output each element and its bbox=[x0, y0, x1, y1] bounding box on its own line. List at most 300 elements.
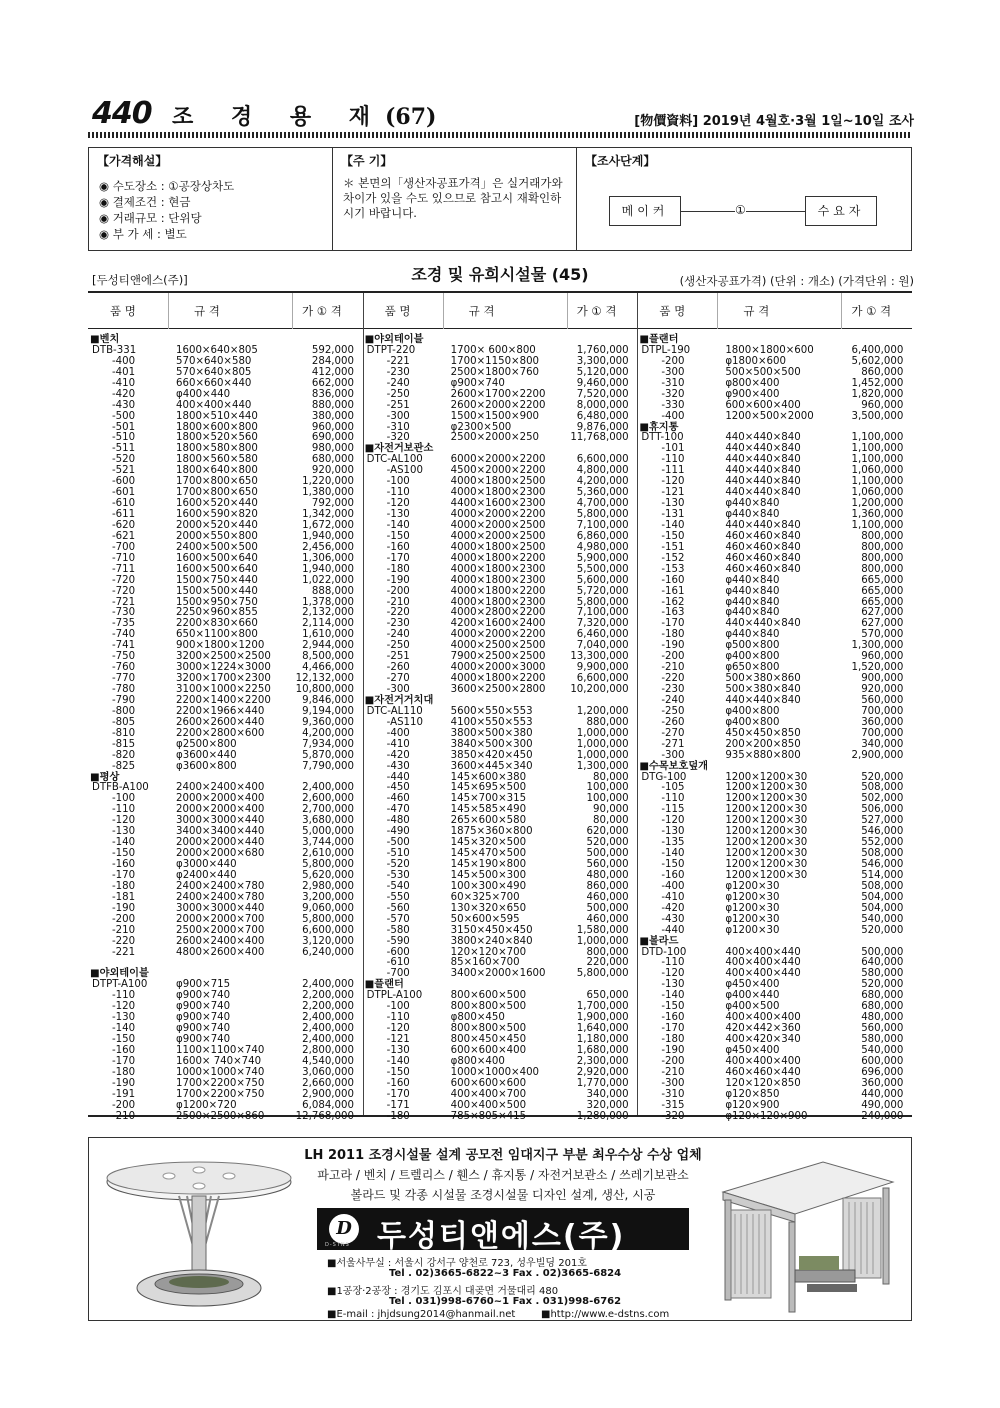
table-row bbox=[637, 1112, 912, 1123]
model-name: -170 bbox=[661, 1023, 685, 1035]
price: 2,400,000 bbox=[302, 782, 354, 794]
price: 10,200,000 bbox=[570, 684, 629, 695]
price: 504,000 bbox=[861, 902, 904, 914]
price: 500,000 bbox=[586, 902, 629, 914]
model-name: -200 bbox=[661, 1055, 685, 1067]
company-name: 두성티앤에스(주) bbox=[377, 1219, 626, 1254]
model-name: -110 bbox=[661, 454, 685, 466]
spec: 200×200×850 bbox=[725, 738, 801, 750]
model-name: -153 bbox=[661, 563, 685, 575]
model-name: -251 bbox=[386, 399, 410, 411]
price: 6,600,000 bbox=[576, 673, 629, 685]
price: 680,000 bbox=[861, 1001, 904, 1013]
spec: φ650×800 bbox=[725, 662, 780, 674]
table-row bbox=[363, 587, 638, 598]
model-name: -160 bbox=[386, 541, 410, 553]
model-name: -170 bbox=[386, 552, 410, 564]
price: 2,200,000 bbox=[302, 990, 354, 1002]
table-row bbox=[363, 576, 638, 587]
model-name: -420 bbox=[112, 388, 136, 400]
price: 1,672,000 bbox=[302, 519, 354, 531]
model-name: -180 bbox=[112, 1066, 136, 1078]
model-name: -520 bbox=[112, 454, 136, 466]
model-name: -160 bbox=[112, 1044, 136, 1056]
model-name: -110 bbox=[112, 990, 136, 1002]
model-name: -AS100 bbox=[386, 465, 423, 477]
price: 480,000 bbox=[586, 869, 629, 881]
model-name: -420 bbox=[386, 749, 410, 761]
price: 680,000 bbox=[861, 990, 904, 1002]
price: 3,060,000 bbox=[302, 1066, 354, 1078]
table-row bbox=[637, 915, 912, 926]
price-title: 【가격해설】 bbox=[97, 154, 168, 168]
spec: 2000×2000×680 bbox=[176, 848, 265, 860]
header-divider bbox=[567, 293, 568, 329]
model-name: -420 bbox=[661, 902, 685, 914]
price: 1,180,000 bbox=[576, 1034, 629, 1045]
price: 6,600,000 bbox=[576, 454, 629, 466]
category-heading bbox=[637, 937, 912, 948]
table-column bbox=[637, 335, 912, 1123]
model-name: DTC-AL110 bbox=[366, 705, 423, 717]
price: 1,100,000 bbox=[851, 443, 904, 455]
price: 1,000,000 bbox=[576, 935, 629, 947]
model-name: -410 bbox=[386, 738, 410, 750]
model-name: -150 bbox=[112, 848, 136, 860]
spec: φ800×400 bbox=[725, 377, 780, 389]
table-header bbox=[88, 293, 912, 329]
office-address: ■서울사무실 : 서울시 강서구 양천로 723, 성우빌딩 201호 bbox=[327, 1258, 587, 1269]
model-name: -210 bbox=[112, 1110, 136, 1122]
price: 1,200,000 bbox=[576, 705, 629, 717]
spec: 3150×450×450 bbox=[450, 924, 533, 936]
spec: φ400×440 bbox=[725, 990, 780, 1002]
email[interactable]: ■E-mail : jhjdsung2014@hanmail.net bbox=[327, 1309, 516, 1320]
model-name: -180 bbox=[661, 629, 685, 641]
spec: 2400×2400×780 bbox=[176, 880, 265, 892]
spec: 1100×1100×740 bbox=[176, 1044, 265, 1056]
spec: 460×460×440 bbox=[725, 1066, 801, 1078]
price: 520,000 bbox=[861, 979, 904, 991]
header-spec: 규 격 bbox=[194, 304, 220, 318]
model-name: -315 bbox=[661, 1099, 685, 1111]
spec: 1600× 740×740 bbox=[176, 1055, 262, 1067]
table-row bbox=[363, 401, 638, 412]
spec: 400×400×440 bbox=[725, 968, 801, 980]
spec: 400×400×500 bbox=[450, 1099, 527, 1111]
price: 500,000 bbox=[861, 946, 904, 958]
model-name: -271 bbox=[661, 738, 685, 750]
spec: 650×1100×800 bbox=[176, 629, 258, 641]
model-name: -190 bbox=[386, 574, 410, 586]
price-line: ◉ 수도장소 : ①공장상차도 bbox=[99, 179, 235, 193]
model-name: -140 bbox=[112, 1023, 136, 1035]
spec: 1200×1200×30 bbox=[725, 859, 808, 870]
model-name: -170 bbox=[112, 1055, 136, 1067]
spec: 1200×1200×30 bbox=[725, 771, 808, 783]
header-divider bbox=[292, 293, 293, 329]
model-name: -501 bbox=[112, 421, 136, 433]
model-name: -130 bbox=[661, 498, 685, 510]
model-name: DTFB-A100 bbox=[92, 782, 149, 794]
model-name: -200 bbox=[661, 651, 685, 663]
price: 888,000 bbox=[311, 585, 354, 597]
table-row bbox=[88, 390, 363, 401]
price: 1,220,000 bbox=[302, 476, 354, 488]
model-name: -230 bbox=[386, 618, 410, 630]
spec: 1000×1000×740 bbox=[176, 1066, 265, 1078]
spec: 1700×800×650 bbox=[176, 476, 258, 488]
price: 960,000 bbox=[861, 399, 904, 411]
model-name: -610 bbox=[386, 957, 410, 969]
model-name: DTPT-A100 bbox=[92, 979, 148, 991]
spec: 1700×2200×750 bbox=[176, 1077, 265, 1089]
spec: 3800×240×840 bbox=[450, 935, 533, 947]
table-row bbox=[88, 762, 363, 773]
spec: 400×400×440 bbox=[176, 399, 252, 411]
table-column bbox=[88, 335, 363, 1123]
spec: 4000×1800×2200 bbox=[450, 585, 546, 597]
spec: 440×440×840 bbox=[725, 465, 801, 477]
price: 1,680,000 bbox=[576, 1044, 629, 1056]
table-row bbox=[363, 751, 638, 762]
model-name: -540 bbox=[386, 880, 410, 892]
price: 540,000 bbox=[861, 1044, 904, 1056]
model-name: -430 bbox=[661, 913, 685, 925]
model-name: ■자전거보관소 bbox=[364, 443, 434, 455]
price: 2,400,000 bbox=[302, 1023, 354, 1035]
price: 7,100,000 bbox=[576, 607, 629, 619]
stage-maker: 메이커 bbox=[609, 196, 681, 226]
model-name: -180 bbox=[661, 1034, 685, 1045]
spec: φ120×120×900 bbox=[725, 1110, 808, 1122]
spec: 3000×1224×3000 bbox=[176, 662, 271, 674]
spec: φ900×740 bbox=[176, 990, 231, 1002]
price: 2,400,000 bbox=[302, 979, 354, 991]
spec: 1800×520×560 bbox=[176, 432, 258, 444]
price: 700,000 bbox=[861, 727, 904, 739]
model-name: -200 bbox=[661, 355, 685, 367]
model-name: -520 bbox=[386, 859, 410, 870]
price: 1,060,000 bbox=[851, 465, 904, 477]
table-row bbox=[637, 401, 912, 412]
model-name: -120 bbox=[112, 815, 136, 827]
model-name: -310 bbox=[661, 1088, 685, 1100]
price: 2,132,000 bbox=[302, 607, 354, 619]
price: 5,870,000 bbox=[302, 749, 354, 761]
price: 508,000 bbox=[861, 782, 904, 794]
price: 690,000 bbox=[311, 432, 354, 444]
price: 1,610,000 bbox=[302, 629, 354, 641]
model-name: ■야외테이블 bbox=[364, 334, 424, 345]
spec: 4000×1800×2300 bbox=[450, 487, 546, 499]
spec: 4500×2000×2200 bbox=[450, 465, 546, 477]
model-name: -401 bbox=[112, 366, 136, 378]
model-name: -100 bbox=[386, 1001, 410, 1013]
price: 2,300,000 bbox=[576, 1055, 629, 1067]
spec: 2600×2000×2200 bbox=[450, 399, 546, 411]
spec: 100×300×490 bbox=[450, 880, 527, 892]
spec: 145×600×380 bbox=[450, 771, 527, 783]
spec: 1200×1200×30 bbox=[725, 815, 808, 827]
price: 1,820,000 bbox=[851, 388, 904, 400]
spec: 2600×1700×2200 bbox=[450, 388, 546, 400]
model-name: -511 bbox=[112, 443, 136, 455]
header-name: 품 명 bbox=[110, 304, 136, 318]
spec: 440×440×840 bbox=[725, 454, 801, 466]
model-name: ■플랜터 bbox=[639, 334, 679, 345]
price: 546,000 bbox=[861, 859, 904, 870]
price: 4,700,000 bbox=[576, 498, 629, 510]
spec: 1800×640×800 bbox=[176, 465, 258, 477]
model-name: -210 bbox=[661, 1066, 685, 1078]
price: 620,000 bbox=[586, 826, 629, 838]
model-name: -600 bbox=[386, 946, 410, 958]
model-name: -200 bbox=[112, 913, 136, 925]
header-divider bbox=[443, 293, 444, 329]
price: 800,000 bbox=[861, 541, 904, 553]
header-price: 가 ① 격 bbox=[302, 304, 342, 318]
table-row bbox=[637, 1101, 912, 1112]
price: 1,520,000 bbox=[851, 662, 904, 674]
model-name: ■평상 bbox=[90, 771, 120, 783]
price: 700,000 bbox=[861, 705, 904, 717]
spec: φ1200×30 bbox=[725, 902, 780, 914]
title-number: (67) bbox=[385, 104, 437, 130]
price: 5,720,000 bbox=[576, 585, 629, 597]
model-name: -610 bbox=[112, 498, 136, 510]
model-name: -230 bbox=[661, 684, 685, 695]
model-name: -721 bbox=[112, 596, 136, 608]
header-spec: 규 격 bbox=[743, 304, 770, 318]
price: 5,800,000 bbox=[302, 859, 354, 870]
company-logo: D bbox=[329, 1214, 359, 1244]
table-row bbox=[363, 390, 638, 401]
spec: φ440×840 bbox=[725, 596, 780, 608]
spec: 2500×1800×760 bbox=[450, 366, 540, 378]
spec: 570×640×805 bbox=[176, 366, 252, 378]
price: 7,040,000 bbox=[576, 640, 629, 652]
price: 4,540,000 bbox=[302, 1055, 354, 1067]
model-name: -430 bbox=[112, 399, 136, 411]
header-name: 품 명 bbox=[659, 304, 686, 318]
model-name: -110 bbox=[386, 487, 410, 499]
header-name: 품 명 bbox=[384, 304, 411, 318]
spec: 460×460×840 bbox=[725, 541, 801, 553]
spec: 2500×2500×860 bbox=[176, 1110, 265, 1122]
website[interactable]: ■http://www.e-dstns.com bbox=[541, 1309, 670, 1320]
price: 592,000 bbox=[311, 344, 354, 356]
price: 460,000 bbox=[586, 913, 629, 925]
spec: 7900×2500×2500 bbox=[450, 651, 546, 663]
price: 520,000 bbox=[861, 924, 904, 936]
spec: 2200×1400×2200 bbox=[176, 694, 271, 706]
price: 5,620,000 bbox=[302, 869, 354, 881]
price: 5,600,000 bbox=[576, 574, 629, 586]
spec: 1600×590×820 bbox=[176, 509, 258, 520]
price: 580,000 bbox=[861, 968, 904, 980]
spec: φ900×400 bbox=[725, 388, 780, 400]
model-name: -210 bbox=[112, 924, 136, 936]
header-divider bbox=[841, 293, 842, 329]
spec: 440×440×840 bbox=[725, 618, 801, 630]
spec: 2200×1966×440 bbox=[176, 705, 265, 717]
spec: 2200×2800×600 bbox=[176, 727, 265, 739]
table-row bbox=[363, 937, 638, 948]
spec: 4200×1600×2400 bbox=[450, 618, 546, 630]
spec: 3000×3000×440 bbox=[176, 815, 265, 827]
model-name: -221 bbox=[386, 355, 410, 367]
model-name: -300 bbox=[386, 410, 410, 422]
spec: φ900×740 bbox=[450, 377, 505, 389]
spec: 265×600×580 bbox=[450, 815, 527, 827]
model-name: -711 bbox=[112, 563, 136, 575]
model-name: -110 bbox=[661, 793, 685, 805]
price: 440,000 bbox=[861, 1088, 904, 1100]
model-name: -130 bbox=[112, 1012, 136, 1024]
price: 3,500,000 bbox=[851, 410, 904, 422]
spec: φ3000×440 bbox=[176, 859, 237, 870]
model-name: -105 bbox=[661, 782, 685, 794]
model-name: -120 bbox=[112, 1001, 136, 1013]
model-name: -480 bbox=[386, 815, 410, 827]
price: 1,000,000 bbox=[576, 738, 629, 750]
spec: 145×500×300 bbox=[450, 869, 527, 881]
spec: 1200×500×2000 bbox=[725, 410, 814, 422]
model-name: -220 bbox=[661, 673, 685, 685]
spec: 1875×360×800 bbox=[450, 826, 533, 838]
model-name: -110 bbox=[661, 957, 685, 969]
price: 1,360,000 bbox=[851, 509, 904, 520]
model-name: -230 bbox=[386, 366, 410, 378]
table-row bbox=[88, 926, 363, 937]
price: 9,900,000 bbox=[576, 662, 629, 674]
model-name: -700 bbox=[386, 968, 410, 980]
price: 2,200,000 bbox=[302, 1001, 354, 1013]
spec: 400×400×700 bbox=[450, 1088, 527, 1100]
price: 5,800,000 bbox=[576, 509, 629, 520]
price: 6,480,000 bbox=[576, 410, 629, 422]
price: 340,000 bbox=[861, 738, 904, 750]
spec: 3600×445×340 bbox=[450, 760, 533, 772]
spec: 460×460×840 bbox=[725, 552, 801, 564]
spec: 1500×500×440 bbox=[176, 585, 258, 597]
spec: φ3600×440 bbox=[176, 749, 237, 761]
model-name: -300 bbox=[661, 366, 685, 378]
round-table-image bbox=[99, 1156, 299, 1316]
spec: 145×470×500 bbox=[450, 848, 527, 860]
model-name: -770 bbox=[112, 673, 136, 685]
model-name: -300 bbox=[661, 749, 685, 761]
table-column bbox=[363, 335, 638, 1123]
spec: 2200×830×660 bbox=[176, 618, 258, 630]
price: 800,000 bbox=[861, 563, 904, 575]
model-name: -120 bbox=[386, 498, 410, 510]
model-name: -810 bbox=[112, 727, 136, 739]
model-name: -140 bbox=[661, 848, 685, 860]
spec: 60×325×700 bbox=[450, 891, 520, 903]
price: 5,360,000 bbox=[576, 487, 629, 499]
spec: φ2300×500 bbox=[450, 421, 512, 433]
model-name: -460 bbox=[386, 793, 410, 805]
price: 1,100,000 bbox=[851, 454, 904, 466]
header-divider bbox=[717, 293, 718, 329]
price: 627,000 bbox=[861, 607, 904, 619]
price: 560,000 bbox=[861, 694, 904, 706]
model-name: -450 bbox=[386, 782, 410, 794]
price: 2,900,000 bbox=[302, 1088, 354, 1100]
spec: 1200×1200×30 bbox=[725, 869, 808, 881]
price: 7,790,000 bbox=[302, 760, 354, 772]
model-name: -260 bbox=[386, 662, 410, 674]
spec: φ2500×800 bbox=[176, 738, 237, 750]
spec: 120×120×700 bbox=[450, 946, 527, 958]
spec: 440×440×840 bbox=[725, 476, 801, 488]
model-name: ■플랜터 bbox=[364, 979, 404, 991]
model-name: -120 bbox=[661, 476, 685, 488]
table-row bbox=[637, 412, 912, 423]
spec: 935×880×800 bbox=[725, 749, 801, 761]
price: 800,000 bbox=[586, 946, 629, 958]
spec: 3200×1700×2300 bbox=[176, 673, 271, 685]
model-name: -115 bbox=[661, 804, 685, 816]
spec: φ1200×30 bbox=[725, 913, 780, 925]
price: 480,000 bbox=[861, 1012, 904, 1024]
price: 1,378,000 bbox=[302, 596, 354, 608]
price: 6,084,000 bbox=[302, 1099, 354, 1111]
spec: 2000×2000×440 bbox=[176, 837, 265, 849]
model-name: -470 bbox=[386, 804, 410, 816]
price: 560,000 bbox=[861, 1023, 904, 1035]
table-row bbox=[363, 412, 638, 423]
model-name: -130 bbox=[386, 1044, 410, 1056]
spec: 900×1800×1200 bbox=[176, 640, 265, 652]
spec: 440×440×840 bbox=[725, 487, 801, 499]
model-name: -400 bbox=[661, 410, 685, 422]
price: 3,120,000 bbox=[302, 935, 354, 947]
model-name: -181 bbox=[112, 891, 136, 903]
table-row bbox=[363, 915, 638, 926]
spec: 4000×2800×2200 bbox=[450, 607, 546, 619]
table-row bbox=[88, 751, 363, 762]
model-name: -120 bbox=[661, 815, 685, 827]
price: 792,000 bbox=[311, 498, 354, 510]
model-name: -260 bbox=[661, 716, 685, 728]
spec: 3400×2000×1600 bbox=[450, 968, 546, 980]
spec: 4000×1800×2300 bbox=[450, 563, 546, 575]
price: 920,000 bbox=[311, 465, 354, 477]
spec: 3600×2500×2800 bbox=[450, 684, 546, 695]
price: 7,934,000 bbox=[302, 738, 354, 750]
title-main: 조 경 용 재 bbox=[172, 104, 385, 130]
spec: 4000×2000×2500 bbox=[450, 519, 546, 531]
bicycle-shelter-image bbox=[703, 1152, 903, 1316]
spec: 1200×1200×30 bbox=[725, 782, 808, 794]
spec: 2400×2400×780 bbox=[176, 891, 265, 903]
price: 2,610,000 bbox=[302, 848, 354, 860]
price: 836,000 bbox=[311, 388, 354, 400]
spec: φ440×840 bbox=[725, 498, 780, 510]
spec: 1600×520×440 bbox=[176, 498, 258, 510]
issue-info bbox=[634, 110, 914, 129]
model-name: -240 bbox=[386, 629, 410, 641]
price: 1,060,000 bbox=[851, 487, 904, 499]
price: 3,200,000 bbox=[302, 891, 354, 903]
spec: 4000×2000×2500 bbox=[450, 530, 546, 542]
table-row bbox=[88, 576, 363, 587]
model-name: ■자전거거치대 bbox=[364, 694, 434, 706]
price: 506,000 bbox=[861, 804, 904, 816]
